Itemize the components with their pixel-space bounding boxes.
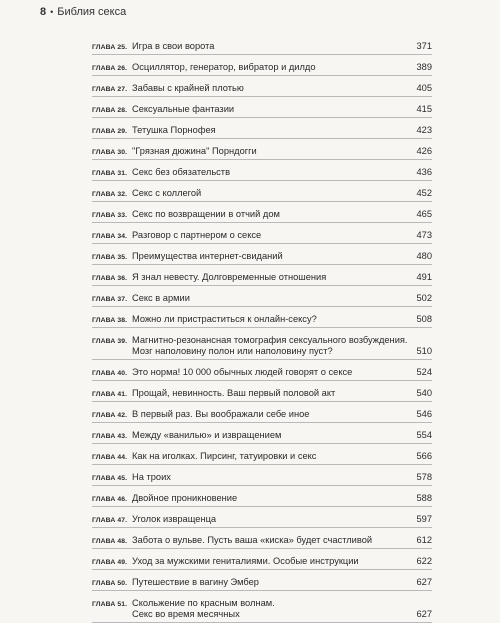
chapter-title [132, 251, 410, 262]
chapter-title [132, 125, 410, 136]
toc-entry [92, 465, 432, 486]
page-ref: 405 [416, 83, 432, 93]
page-ref: 588 [416, 493, 432, 503]
toc-entry [92, 202, 432, 223]
chapter-title-line: Уголок извращенца [132, 514, 217, 524]
page-ref: 502 [416, 293, 432, 303]
toc-entry [92, 76, 432, 97]
page-ref: 423 [416, 125, 432, 135]
page-ref: 524 [416, 367, 432, 377]
chapter-title [132, 493, 410, 504]
page-ref: 612 [416, 535, 432, 545]
toc-entry [92, 139, 432, 160]
chapter-label: ГЛАВА 30. [92, 149, 128, 156]
chapter-title [132, 146, 410, 157]
toc-entry [92, 265, 432, 286]
page-ref: 622 [416, 556, 432, 566]
chapter-title [132, 451, 410, 462]
chapter-title [132, 598, 410, 620]
chapter-title-line: Я знал невесту. Долговременные отношения [132, 272, 327, 282]
page-ref: 627 [416, 577, 432, 587]
toc-entry [92, 507, 432, 528]
chapter-title-line: Двойное проникновение [132, 493, 238, 503]
chapter-label: ГЛАВА 46. [92, 496, 128, 503]
chapter-title-line: Секс без обязательств [132, 167, 231, 177]
chapter-title-line: "Грязная дюжина" Порндогги [132, 146, 257, 156]
chapter-title-line: Игра в свои ворота [132, 41, 215, 51]
chapter-title-line: Мозг наполовину полон или наполовину пуст? [132, 346, 333, 356]
toc-entry [92, 55, 432, 76]
toc-entry [92, 160, 432, 181]
chapter-label: ГЛАВА 28. [92, 107, 128, 114]
chapter-label: ГЛАВА 51. [92, 601, 128, 608]
chapter-label: ГЛАВА 44. [92, 454, 128, 461]
toc-entry [92, 486, 432, 507]
toc-entry [92, 244, 432, 265]
page-header [40, 6, 126, 18]
chapter-label: ГЛАВА 48. [92, 538, 128, 545]
toc-entry [92, 34, 432, 55]
chapter-title-line: На троих [132, 472, 171, 482]
page-ref: 540 [416, 388, 432, 398]
toc-entry [92, 97, 432, 118]
chapter-label: ГЛАВА 34. [92, 233, 128, 240]
chapter-label: ГЛАВА 40. [92, 370, 128, 377]
page-ref: 491 [416, 272, 432, 282]
page-ref: 426 [416, 146, 432, 156]
chapter-label: ГЛАВА 26. [92, 65, 128, 72]
chapter-title [132, 167, 410, 178]
chapter-title-line: Тетушка Порнофея [132, 125, 216, 135]
chapter-title-line: Это норма! 10 000 обычных людей говорят о сексе [132, 367, 353, 377]
book-title: Библия секса [57, 6, 127, 18]
chapter-title [132, 293, 410, 304]
chapter-title-line: Путешествие в вагину Эмбер [132, 577, 259, 587]
chapter-label: ГЛАВА 31. [92, 170, 128, 177]
page-ref: 473 [416, 230, 432, 240]
chapter-title [132, 314, 410, 325]
page-ref: 554 [416, 430, 432, 440]
chapter-label: ГЛАВА 36. [92, 275, 128, 282]
table-of-contents [92, 34, 432, 623]
chapter-label: ГЛАВА 42. [92, 412, 128, 419]
page-ref: 389 [416, 62, 432, 72]
page-number: 8 [40, 6, 47, 18]
toc-entry [92, 181, 432, 202]
chapter-label: ГЛАВА 45. [92, 475, 128, 482]
toc-entry [92, 328, 432, 360]
chapter-label: ГЛАВА 27. [92, 86, 128, 93]
chapter-title-line: Преимущества интернет-свиданий [132, 251, 283, 261]
toc-entry [92, 528, 432, 549]
page-ref: 508 [416, 314, 432, 324]
chapter-label: ГЛАВА 37. [92, 296, 128, 303]
page-ref: 566 [416, 451, 432, 461]
toc-entry [92, 570, 432, 591]
page-ref: 546 [416, 409, 432, 419]
chapter-title [132, 83, 410, 94]
chapter-label: ГЛАВА 32. [92, 191, 128, 198]
chapter-title-line: Уход за мужскими гениталиями. Особые инструкции [132, 556, 359, 566]
toc-entry [92, 307, 432, 328]
chapter-title [132, 409, 410, 420]
chapter-title [132, 535, 410, 546]
toc-entry [92, 360, 432, 381]
toc-entry [92, 223, 432, 244]
chapter-label: ГЛАВА 41. [92, 391, 128, 398]
chapter-title-line: Осциллятор, генератор, вибратор и дилдо [132, 62, 316, 72]
chapter-label: ГЛАВА 38. [92, 317, 128, 324]
page-ref: 465 [416, 209, 432, 219]
chapter-label: ГЛАВА 43. [92, 433, 128, 440]
chapter-title-line: Секс в армии [132, 293, 190, 303]
chapter-label: ГЛАВА 50. [92, 580, 128, 587]
chapter-title [132, 472, 410, 483]
chapter-title [132, 577, 410, 588]
page-ref: 510 [416, 346, 432, 356]
header-bullet: • [50, 7, 54, 17]
chapter-title [132, 41, 410, 52]
toc-entry [92, 549, 432, 570]
page-ref: 627 [416, 609, 432, 619]
chapter-title-line: Магнитно-резонансная томография сексуального возбуждения. [132, 335, 408, 345]
chapter-title [132, 188, 410, 199]
chapter-title-line: Как на иголках. Пирсинг, татуировки и секс [132, 451, 317, 461]
page-ref: 436 [416, 167, 432, 177]
chapter-title [132, 335, 410, 357]
chapter-title-line: Секс с коллегой [132, 188, 202, 198]
chapter-title [132, 209, 410, 220]
chapter-title-line: Забавы с крайней плотью [132, 83, 244, 93]
toc-entry [92, 286, 432, 307]
chapter-title [132, 430, 410, 441]
chapter-label: ГЛАВА 47. [92, 517, 128, 524]
toc-entry [92, 591, 432, 623]
chapter-title [132, 367, 410, 378]
chapter-title-line: В первый раз. Вы воображали себе иное [132, 409, 310, 419]
chapter-title [132, 230, 410, 241]
chapter-label: ГЛАВА 49. [92, 559, 128, 566]
chapter-title-line: Секс по возвращении в отчий дом [132, 209, 280, 219]
chapter-title-line: Можно ли пристраститься к онлайн-сексу? [132, 314, 317, 324]
chapter-label: ГЛАВА 29. [92, 128, 128, 135]
page-ref: 578 [416, 472, 432, 482]
chapter-label: ГЛАВА 33. [92, 212, 128, 219]
chapter-title-line: Скольжение по красным волнам. [132, 598, 275, 608]
chapter-title-line: Разговор с партнером о сексе [132, 230, 262, 240]
chapter-title-line: Прощай, невинность. Ваш первый половой акт [132, 388, 336, 398]
page-ref: 597 [416, 514, 432, 524]
page-ref: 452 [416, 188, 432, 198]
chapter-title [132, 388, 410, 399]
page-ref: 371 [416, 41, 432, 51]
toc-entry [92, 423, 432, 444]
chapter-title-line: Между «ванилью» и извращением [132, 430, 282, 440]
toc-entry [92, 402, 432, 423]
chapter-title-line: Секс во время месячных [132, 609, 240, 619]
chapter-title [132, 62, 410, 73]
toc-entry [92, 118, 432, 139]
chapter-title [132, 514, 410, 525]
chapter-label: ГЛАВА 39. [92, 338, 128, 345]
chapter-label: ГЛАВА 25. [92, 44, 128, 51]
chapter-title [132, 272, 410, 283]
toc-entry [92, 444, 432, 465]
page-ref: 415 [416, 104, 432, 114]
chapter-title-line: Забота о вульве. Пусть ваша «киска» будет счастливой [132, 535, 373, 545]
chapter-title [132, 556, 410, 567]
chapter-label: ГЛАВА 35. [92, 254, 128, 261]
chapter-title-line: Сексуальные фантазии [132, 104, 235, 114]
toc-entry [92, 381, 432, 402]
page-ref: 480 [416, 251, 432, 261]
chapter-title [132, 104, 410, 115]
